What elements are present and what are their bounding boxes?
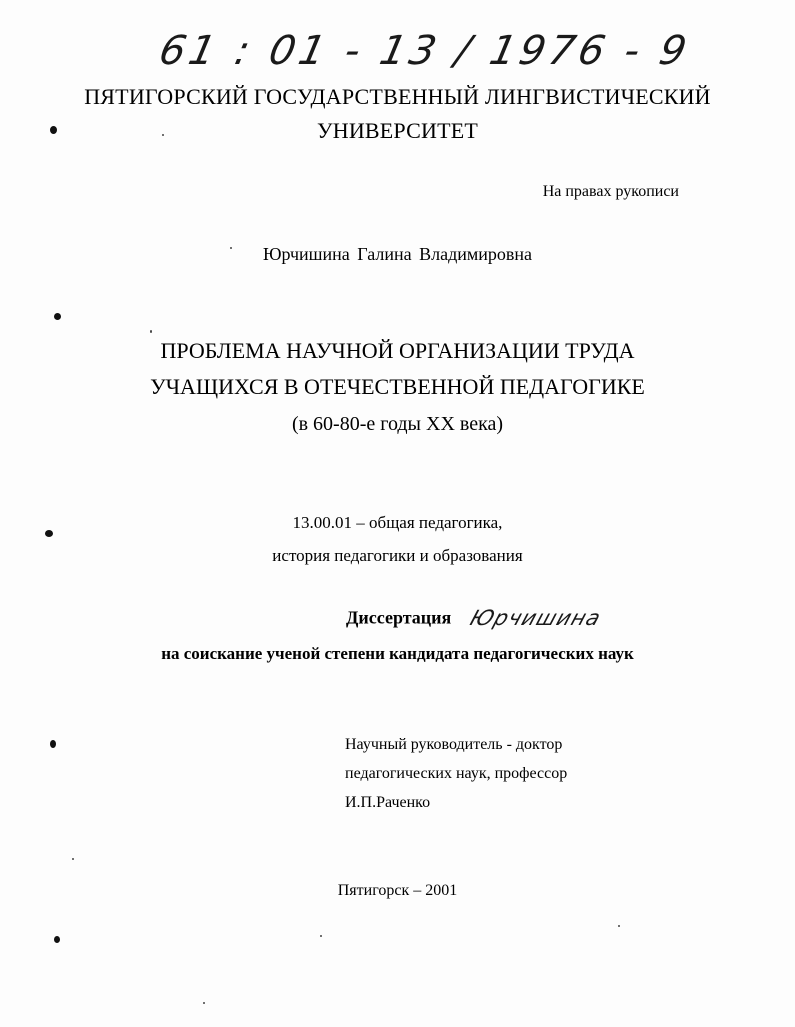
scan-speck: [320, 935, 322, 937]
dissertation-label-row: [346, 606, 605, 630]
scan-speck: [618, 925, 620, 927]
scan-speck: [203, 1002, 205, 1004]
author-name: Юрчишина Галина Владимировна: [262, 244, 533, 264]
author-signature: Юрчишина: [467, 606, 605, 630]
specialty-name: история педагогики и образования: [272, 546, 523, 565]
supervisor-line1: Научный руководитель - доктор: [345, 736, 563, 753]
supervisor-line2: педагогических наук, профессор: [345, 765, 568, 782]
dissertation-title-line2: УЧАЩИХСЯ В ОТЕЧЕСТВЕННОЙ ПЕДАГОГИКЕ: [150, 374, 645, 399]
scan-mark: [50, 126, 57, 134]
manuscript-rights-note: На правах рукописи: [542, 183, 679, 200]
scan-speck: [72, 858, 74, 860]
university-name-line2: УНИВЕРСИТЕТ: [316, 118, 479, 143]
supervisor-name: И.П.Раченко: [345, 794, 431, 811]
scan-mark: [54, 936, 60, 943]
scan-mark: [54, 313, 61, 320]
handwritten-archive-code: 61 : 01 - 13 / 1976 - 9: [155, 28, 695, 74]
specialty-code: 13.00.01 – общая педагогика,: [292, 513, 503, 532]
scan-speck: [162, 134, 164, 136]
scan-mark: [50, 740, 56, 748]
scan-mark: [45, 530, 53, 537]
dissertation-period: (в 60-80-е годы XX века): [291, 413, 504, 435]
city-year: Пятигорск – 2001: [337, 882, 458, 899]
degree-purpose: на соискание ученой степени кандидата педагогических наук: [161, 644, 634, 663]
scan-speck: [150, 330, 152, 333]
dissertation-label: Диссертация: [346, 607, 452, 628]
dissertation-title-line1: ПРОБЛЕМА НАУЧНОЙ ОРГАНИЗАЦИИ ТРУДА: [160, 338, 635, 363]
university-name-line1: ПЯТИГОРСКИЙ ГОСУДАРСТВЕННЫЙ ЛИНГВИСТИЧЕСКИЙ: [84, 84, 711, 109]
scan-speck: [230, 247, 232, 249]
